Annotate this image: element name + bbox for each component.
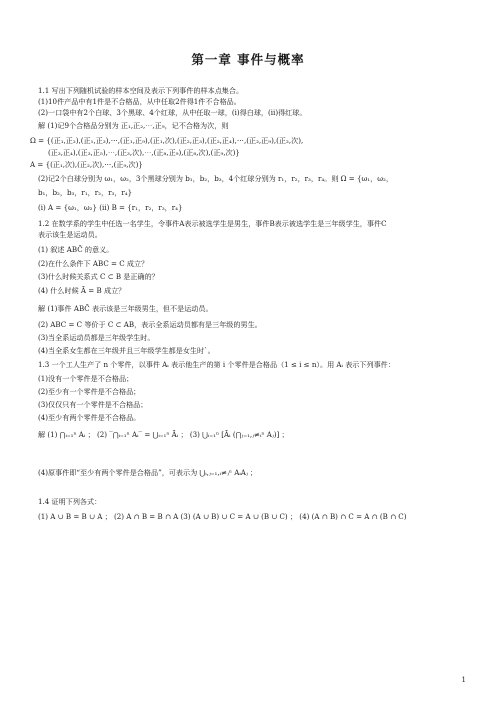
solution-1-2-a2: (2) ABC = C 等价于 C ⊂ AB，表示全系运动员都有是三年级的男生。 (38, 320, 262, 329)
problem-1-1-part-2: (2)一口袋中有2个白球、3个黑球、4个红球，从中任取一球，(ⅰ)得白球，(ⅱ)得红球。 (38, 108, 307, 117)
problem-1-1-statement: 1.1 写出下列随机试验的样本空间及表示下列事件的样本点集合。 (38, 86, 244, 95)
problem-1-1-part-1: (1)10件产品中有1件是不合格品，从中任取2件得1件不合格品。 (38, 97, 241, 106)
solution-1-1-part-2-line-2: b₁，b₂，b₃，r₁，r₂，r₃，r₄} (38, 188, 133, 197)
sample-space-line-2: (正₃,正₄),(正₃,正₅),⋯,(正₃,次),⋯,(正₈,正₉),(正₈,次),(正₉,次)} (48, 148, 240, 157)
chapter-title: 第一章 事件与概率 (191, 52, 305, 67)
solution-1-3-formulas: 解 (1) ⋂ᵢ₌₁ⁿ Aᵢ ； (2) ‾⋂ᵢ₌₁ⁿ Aᵢ‾ = ⋃ᵢ₌₁ⁿ Āᵢ ； (3) ⋃ᵢ₌₁ⁿ [Āᵢ (⋂ⱼ₌₁,ⱼ≠ᵢⁿ Aⱼ)] ； (38, 430, 289, 439)
problem-1-3-q2: (2)至少有一个零件是不合格品； (38, 387, 141, 396)
problem-1-3-q3: (3)仅仅只有一个零件是不合格品； (38, 400, 148, 409)
problem-1-2-q4: (4) 什么时候 Ā = B 成立？ (38, 286, 126, 295)
solution-1-2-a1: 解 (1)事件 ABC̄ 表示该是三年级男生，但不是运动员。 (38, 304, 213, 313)
problem-1-3-q1: (1)没有一个零件是不合格品； (38, 374, 134, 383)
solution-1-1-events: (ⅰ) A = {ω₁，ω₂} (ⅱ) B = {r₁，r₂，r₃，r₄} (38, 203, 183, 212)
solution-1-2-a4: (4)当全系女生都在三年级并且三年级学生都是女生时`。 (38, 346, 215, 355)
problem-1-4-statement: 1.4 证明下列各式： (38, 497, 102, 506)
problem-1-2-statement-2: 表示该生是运动员。 (38, 230, 102, 239)
problem-1-4-identities: (1) A ∪ B = B ∪ A ； (2) A ∩ B = B ∩ A (3) (A ∪ B) ∪ C = A ∪ (B ∪ C) ； (4) (A ∩ B) ∩ C = A ∩ (B ∩ C) (38, 512, 407, 521)
solution-1-2-a3: (3)当全系运动员都是三年级学生时。 (38, 333, 155, 342)
solution-1-1-intro: 解 (1)记9个合格品分别为 正₁,正₂,⋯,正₉，记不合格为次，则 (38, 121, 229, 130)
sample-space-line-1: Ω = {(正₁,正₂),(正₁,正₃),⋯,(正₁,正₉),(正₁,次),(正₂,正₃),(正₂,正₄),⋯,(正₂,正₉),(正₂,次), (30, 136, 304, 145)
problem-1-3-q4: (4)至少有两个零件是不合格品。 (38, 413, 141, 422)
solution-1-3-part-4: (4)原事件即“至少有两个零件是合格品”，可表示为 ⋃ᵢ,ⱼ₌₁,ᵢ≠ⱼⁿ AᵢAⱼ ； (38, 468, 258, 477)
problem-1-3-statement: 1.3 一个工人生产了 n 个零件，以事件 Aᵢ 表示他生产的第 i 个零件是合格品（1 ≤ i ≤ n）。用 Aᵢ 表示下列事件： (38, 360, 395, 369)
problem-1-2-q2: (2)在什么条件下 ABC = C 成立？ (38, 259, 149, 268)
problem-1-2-q3: (3)什么时候关系式 C ⊂ B 是正确的？ (38, 272, 159, 281)
problem-1-2-q1: (1) 叙述 ABC̄ 的意义。 (38, 245, 114, 254)
problem-1-2-statement-1: 1.2 在数学系的学生中任选一名学生，令事件A表示被选学生是男生，事件B表示被选学生是三年级学生，事件C (38, 219, 387, 228)
solution-1-1-part-2-line-1: (2)记2个白球分别为 ω₁，ω₂，3个黑球分别为 b₁，b₂，b₃，4个红球分别为 r₁，r₂，r₃，r₄。则 Ω = {ω₁，ω₂， (38, 174, 393, 183)
event-a-set: A = {(正₁,次),(正₂,次),⋯,(正₉,次)} (30, 160, 143, 169)
page-number: 1 (461, 676, 466, 684)
